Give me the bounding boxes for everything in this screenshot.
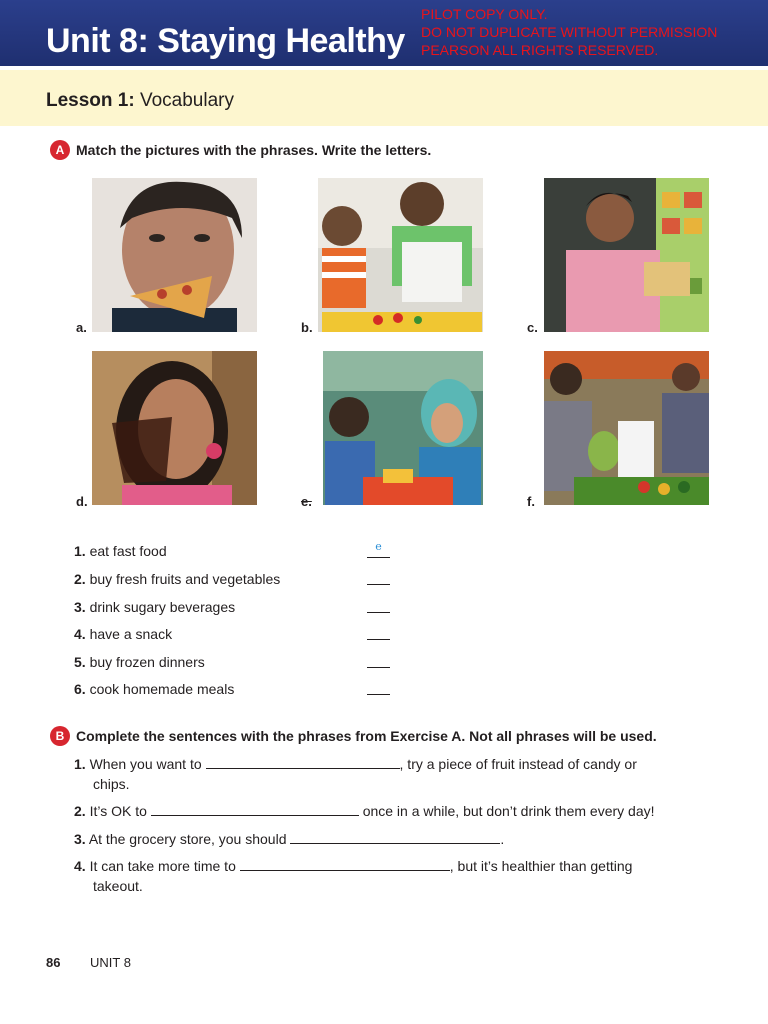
- sentence-number: 2.: [74, 803, 86, 819]
- answer-blank[interactable]: [367, 567, 390, 585]
- exercise-b-instruction: Complete the sentences with the phrases from Exercise A. Not all phrases will be used.: [76, 728, 657, 744]
- item-number: 1.: [74, 543, 86, 559]
- picture-letter: a.: [76, 320, 87, 335]
- sentence-text-before: It can take more time to: [89, 858, 236, 874]
- pilot-copy-watermark: [421, 5, 717, 59]
- list-item: [74, 626, 172, 642]
- answer-blank[interactable]: [367, 595, 390, 613]
- picture-letter: c.: [527, 320, 538, 335]
- watermark-line: DO NOT DUPLICATE WITHOUT PERMISSION: [421, 24, 718, 40]
- item-phrase: cook homemade meals: [89, 681, 235, 697]
- item-number: 6.: [74, 681, 86, 697]
- fill-in-blank[interactable]: [206, 755, 400, 769]
- item-phrase: buy fresh fruits and vegetables: [89, 571, 281, 587]
- answer-blank[interactable]: [367, 677, 390, 695]
- answer-blank[interactable]: e: [367, 540, 390, 558]
- sentence-item: [74, 801, 714, 821]
- boy-eating-pizza-photo: [92, 178, 257, 332]
- sentence-item: [74, 856, 714, 896]
- watermark-line: PILOT COPY ONLY.: [421, 6, 548, 22]
- sentence-item: [74, 829, 714, 849]
- watermark-line: PEARSON ALL RIGHTS RESERVED.: [421, 42, 659, 58]
- item-phrase: drink sugary beverages: [89, 599, 236, 615]
- sentence-text-after: .: [500, 831, 505, 847]
- exercise-a-badge: A: [50, 140, 70, 160]
- answer-blank[interactable]: [367, 622, 390, 640]
- unit-title: Unit 8: Staying Healthy: [46, 22, 405, 60]
- fill-in-blank[interactable]: [290, 830, 500, 844]
- list-item: [74, 543, 167, 559]
- item-number: 3.: [74, 599, 86, 615]
- item-phrase: have a snack: [89, 626, 173, 642]
- sentence-text-after: once in a while, but don’t drink them every day!: [362, 803, 655, 819]
- exercise-b-badge: B: [50, 726, 70, 746]
- fill-in-blank[interactable]: [151, 802, 359, 816]
- picture-letter: d.: [76, 494, 88, 509]
- mother-son-cooking-photo: [318, 178, 483, 332]
- picture-letter: e.: [301, 494, 312, 509]
- exercise-a-header: [50, 140, 431, 160]
- fill-in-blank[interactable]: [240, 857, 450, 871]
- sentence-item: [74, 754, 714, 794]
- sentence-text-after: , but it’s healthier than getting: [449, 858, 633, 874]
- lesson-name: Vocabulary: [139, 90, 234, 111]
- item-phrase: buy frozen dinners: [89, 654, 205, 670]
- answer-blank[interactable]: [367, 650, 390, 668]
- friends-eating-fast-food-photo: [323, 351, 483, 505]
- item-phrase: eat fast food: [89, 543, 167, 559]
- sentence-text-before: At the grocery store, you should: [88, 831, 287, 847]
- sentence-continuation: takeout.: [93, 878, 143, 894]
- market-fruit-stand-photo: [544, 351, 709, 505]
- list-item: [74, 681, 234, 697]
- lesson-label: Lesson 1:: [46, 90, 135, 111]
- sentence-text-after: , try a piece of fruit instead of candy or: [399, 756, 637, 772]
- picture-letter: b.: [301, 320, 313, 335]
- sentence-text-before: When you want to: [89, 756, 202, 772]
- item-number: 5.: [74, 654, 86, 670]
- page-number: 86: [46, 955, 61, 970]
- man-grocery-freezer-photo: [544, 178, 709, 332]
- lesson-title: [46, 90, 234, 112]
- sentence-number: 1.: [74, 756, 86, 772]
- item-number: 4.: [74, 626, 86, 642]
- exercise-b-header: [50, 726, 657, 746]
- sentence-number: 4.: [74, 858, 86, 874]
- picture-letter: f.: [527, 494, 535, 509]
- exercise-a-instruction: Match the pictures with the phrases. Write the letters.: [76, 142, 432, 158]
- footer-unit-label: UNIT 8: [90, 955, 131, 970]
- sentence-number: 3.: [74, 831, 86, 847]
- item-number: 2.: [74, 571, 86, 587]
- girl-drinking-soda-photo: [92, 351, 257, 505]
- sentence-continuation: chips.: [93, 776, 130, 792]
- list-item: [74, 571, 280, 587]
- sentence-text-before: It’s OK to: [89, 803, 147, 819]
- list-item: [74, 599, 235, 615]
- list-item: [74, 654, 205, 670]
